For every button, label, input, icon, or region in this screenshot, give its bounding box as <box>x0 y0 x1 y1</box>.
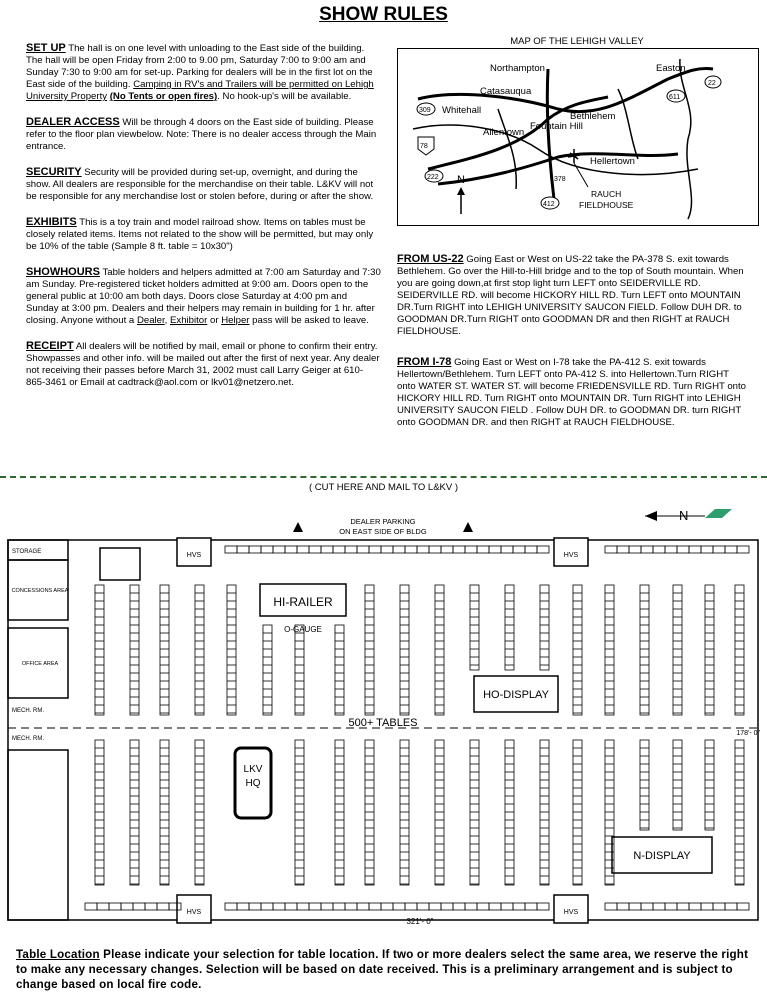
wall-table <box>725 903 737 910</box>
wall-table <box>369 903 381 910</box>
table-row <box>263 625 272 715</box>
no-tents-note: (No Tents or open fires) <box>109 91 218 102</box>
table-row <box>400 585 409 715</box>
wall-table <box>225 903 237 910</box>
route-412: 412 <box>543 201 555 208</box>
table-row <box>335 740 344 885</box>
table-row <box>705 585 714 715</box>
table-row <box>505 740 514 885</box>
wall-table <box>725 546 737 553</box>
table-row <box>435 585 444 715</box>
table-row <box>95 585 104 715</box>
hvs-label-1: HVS <box>186 552 202 559</box>
dealer-access-heading: DEALER ACCESS <box>26 116 120 128</box>
table-row <box>400 740 409 885</box>
from-us22-section <box>397 253 749 338</box>
table-row <box>227 585 236 715</box>
wall-table <box>665 903 677 910</box>
map-north-label: N <box>457 174 465 186</box>
table-row <box>735 740 744 885</box>
wall-table <box>477 903 489 910</box>
receipt-section <box>26 340 382 389</box>
wall-table <box>417 903 429 910</box>
table-row <box>195 740 204 885</box>
showhours-sep2: or <box>207 315 222 326</box>
table-row <box>640 740 649 830</box>
dealer-access-section <box>26 116 382 153</box>
route-78: 78 <box>420 143 428 150</box>
setup-tail: . No hook-up's will be available. <box>217 91 352 102</box>
wall-table <box>357 546 369 553</box>
wall-table <box>453 903 465 910</box>
wall-table <box>629 546 641 553</box>
wall-table <box>333 903 345 910</box>
wall-table <box>525 546 537 553</box>
exhibitor-pass: Exhibitor <box>170 315 208 326</box>
wall-table <box>285 903 297 910</box>
from-us22-heading: FROM US-22 <box>397 253 464 265</box>
wall-table <box>489 546 501 553</box>
dealer-parking-label: DEALER PARKING <box>350 517 416 526</box>
cut-line <box>0 476 767 478</box>
wall-table <box>85 903 97 910</box>
hvs-label-4: HVS <box>563 909 579 916</box>
table-row <box>673 585 682 715</box>
route-22: 22 <box>708 80 716 87</box>
wall-table <box>465 903 477 910</box>
table-row <box>295 740 304 885</box>
wall-table <box>465 546 477 553</box>
wall-table <box>237 903 249 910</box>
map-place-6: Fountain Hill <box>530 121 583 132</box>
left-column <box>26 42 382 402</box>
cut-instructions: ( CUT HERE AND MAIL TO L&KV ) <box>308 482 459 493</box>
map-place-5: Bethlehem <box>570 111 616 122</box>
wall-table <box>677 903 689 910</box>
wall-table <box>357 903 369 910</box>
wall-table <box>429 903 441 910</box>
table-location-heading: Table Location <box>16 948 100 961</box>
table-row <box>705 740 714 830</box>
map-place-7: Hellertown <box>590 156 635 167</box>
table-row <box>195 585 204 715</box>
table-row <box>735 585 744 715</box>
camping-note: Camping in RV's and Trailers will be permitted on Lehigh University Property <box>26 79 374 102</box>
wall-table <box>157 903 169 910</box>
plan-north-arrow <box>645 508 732 523</box>
wall-table <box>333 546 345 553</box>
table-row <box>573 585 582 715</box>
showhours-section <box>26 266 382 327</box>
security-text: Security will be provided during set-up, overnight, and during the show. All dealers are responsible for the merchandise on their table. L&KV will not be responsible for any merchandise lost or stolen before, during or after the show. <box>26 167 374 202</box>
wall-table <box>145 903 157 910</box>
wall-table <box>285 546 297 553</box>
hall-outline <box>8 540 758 920</box>
wall-table <box>489 903 501 910</box>
route-378: 378 <box>554 176 566 183</box>
setup-text: The hall is on one level with unloading to the East side of the building. The hall will be open Friday from 2:00 to 9.00 pm, Saturday 7:00 to 9:00 am and Sunday 7:30 to 9:00 am for set-up. Parking for dealers will be in the first lot on the East side of the building. <box>26 43 373 90</box>
wall-table <box>321 903 333 910</box>
wall-table <box>689 903 701 910</box>
map-place-3: Whitehall <box>442 105 482 116</box>
map-place-0: Northampton <box>490 63 545 74</box>
hvs-label-3: HVS <box>186 909 202 916</box>
showhours-text: Table holders and helpers admitted at 7:00 am Saturday and 7:30 am Sunday. Pre-registered ticket holders admitted at 9:00 am. Doors open to the general public at 10:00 am both days. Doors close Saturday at 4:00 pm and Sunday at 3:00 pm. Dealers and their helpers may remain in building for 1 hr. after closing. Anyone without a <box>26 267 381 326</box>
wall-table <box>501 903 513 910</box>
wall-table <box>273 546 285 553</box>
wall-table <box>297 546 309 553</box>
page-title: SHOW RULES <box>319 4 448 25</box>
fieldhouse-label-2: FIELDHOUSE <box>579 200 634 210</box>
parking-marker-right <box>463 522 473 532</box>
wall-table <box>121 903 133 910</box>
table-row <box>130 740 139 885</box>
dealer-parking-sub: ON EAST SIDE OF BLDG <box>339 527 427 536</box>
hq-label: HQ <box>245 778 261 789</box>
hi-railer-label: HI-RAILER <box>273 595 333 609</box>
wall-table <box>629 903 641 910</box>
table-row <box>540 740 549 885</box>
wall-table <box>701 546 713 553</box>
setup-section <box>26 42 382 103</box>
wall-table <box>261 903 273 910</box>
wall-table <box>477 546 489 553</box>
storage-label: STORAGE <box>12 549 42 555</box>
map-title: MAP OF THE LEHIGH VALLEY <box>510 36 644 47</box>
table-row <box>573 740 582 885</box>
n-display-label: N-DISPLAY <box>633 850 691 862</box>
from-us22-text: Going East or West on US-22 take the PA-378 S. exit towards Bethlehem. Go over the Hill-to-Hill bridge and to the top of South mountain. When you are going down,at first stop light turn LEFT onto SEIDERVILLE RD. SEIDERVILLE RD. will become HICKORY HILL RD. Turn LEFT onto MOUNTAIN DR.Turn RIGHT into LEHIGH UNIVERSITY SAUCON FIELD. Follow DUH DR. to GOODMAN DR.Turn RIGHT onto GOODMAN DR and then RIGHT at RAUCH FIELDHOUSE. <box>397 254 744 337</box>
table-row <box>295 625 304 715</box>
table-row <box>160 585 169 715</box>
showhours-heading: SHOWHOURS <box>26 266 100 278</box>
wall-table <box>441 903 453 910</box>
wall-table <box>453 546 465 553</box>
security-heading: SECURITY <box>26 166 82 178</box>
wall-table <box>273 903 285 910</box>
helper-pass: Helper <box>221 315 250 326</box>
security-section <box>26 166 382 203</box>
exhibits-text: This is a toy train and model railroad show. Items on tables must be closely related items. Items not related to the show will be permitted, but may only be 10% of the table (Sample 8 ft. table = 10x30") <box>26 217 374 252</box>
exhibits-section <box>26 216 382 253</box>
wall-table <box>249 546 261 553</box>
mech-rm-label-1: MECH. RM. <box>12 708 44 714</box>
map-north-arrow <box>457 174 465 214</box>
directions-column <box>397 253 749 442</box>
wall-table <box>109 903 121 910</box>
table-row <box>130 585 139 715</box>
wall-table <box>537 546 549 553</box>
map-place-4: Allentown <box>483 127 525 138</box>
table-row <box>335 625 344 715</box>
wall-table <box>689 546 701 553</box>
hvs-label-2: HVS <box>563 552 579 559</box>
wall-table <box>713 546 725 553</box>
wall-table <box>417 546 429 553</box>
floor-plan-graphic <box>5 500 762 925</box>
route-611: 611 <box>669 94 681 101</box>
map-graphic <box>398 49 758 225</box>
wall-table <box>737 546 749 553</box>
wall-table <box>237 546 249 553</box>
receipt-text: All dealers will be notified by mail, email or phone to confirm their entry. Showpasses and other info. will be mailed out after the first of next year. Any dealer not receiving their passes before March 31, 2002 must call Larry Geiger at 610-865-3461 or Email at cadtrack@aol.com or lkv01@netzero.net. <box>26 341 380 388</box>
parking-marker-left <box>293 522 303 532</box>
table-row <box>365 740 374 885</box>
length-dimension: 321'- 0" <box>406 917 434 925</box>
wall-table <box>309 903 321 910</box>
wall-table <box>369 546 381 553</box>
floor-plan <box>5 500 762 930</box>
from-i78-text: Going East or West on I-78 take the PA-412 S. exit towards Hellertown/Bethlehem. Turn LEFT onto PA-412 S. into Hellertown.Turn RIGHT onto WATER ST. WATER ST. will become FRIEDENSVILLE RD. Turn RIGHT onto HICKORY HILL RD. Turn RIGHT onto MOUNTAIN DR. Turn RIGHT into LEHIGH UNIVERSITY SAUCON FIELD . Follow DUH DR. to GOODMAN DR. turn RIGHT onto GOODMAN DR. and then RIGHT at RAUCH FIELDHOUSE. <box>397 357 747 428</box>
wall-table <box>617 546 629 553</box>
table-row <box>95 740 104 885</box>
wall-table <box>525 903 537 910</box>
fieldhouse-label-1: RAUCH <box>591 189 622 199</box>
route-309: 309 <box>419 107 431 114</box>
table-location-note <box>16 947 756 992</box>
wall-table <box>701 903 713 910</box>
lehigh-valley-map <box>397 48 759 226</box>
table-row <box>605 585 614 715</box>
map-place-2: Catasauqua <box>480 86 532 97</box>
wall-table <box>677 546 689 553</box>
table-row <box>640 585 649 715</box>
from-i78-heading: FROM I-78 <box>397 356 452 368</box>
concessions-label: CONCESSIONS AREA <box>11 588 69 594</box>
wall-table <box>653 903 665 910</box>
wall-table <box>249 903 261 910</box>
dealer-pass: Dealer <box>136 315 165 326</box>
wall-table <box>653 546 665 553</box>
wall-table <box>405 546 417 553</box>
wall-table <box>513 546 525 553</box>
wall-table <box>309 546 321 553</box>
setup-heading: SET UP <box>26 42 66 54</box>
wall-table <box>297 903 309 910</box>
from-i78-section <box>397 356 749 429</box>
lkv-label: LKV <box>243 764 263 775</box>
wall-table <box>617 903 629 910</box>
wall-table <box>97 903 109 910</box>
table-row <box>365 585 374 715</box>
wall-table <box>665 546 677 553</box>
wall-table <box>641 546 653 553</box>
wall-table <box>405 903 417 910</box>
exhibits-heading: EXHIBITS <box>26 216 77 228</box>
office-label: OFFICE AREA <box>21 661 59 667</box>
wall-table <box>393 903 405 910</box>
table-row <box>435 740 444 885</box>
wall-table <box>641 903 653 910</box>
showhours-sep1: , <box>164 315 171 326</box>
table-row <box>160 740 169 885</box>
wall-table <box>321 546 333 553</box>
dealer-access-text: Will be through 4 doors on the East side of building. Please refer to the floor plan viewbelow. Note: There is no dealer access through the Main entrance. <box>26 117 377 152</box>
plan-north-label: N <box>679 508 689 523</box>
wall-table <box>345 903 357 910</box>
route-222: 222 <box>427 174 439 181</box>
wall-table <box>605 546 617 553</box>
showhours-tail: pass will be asked to leave. <box>249 315 369 326</box>
o-gauge-label: O-GAUGE <box>284 625 322 634</box>
mech-rm-label-2: MECH. RM. <box>12 736 44 742</box>
ho-display-label: HO-DISPLAY <box>483 689 549 701</box>
wall-table <box>713 903 725 910</box>
tables-count-label: 500+ TABLES <box>348 717 418 729</box>
wall-table <box>133 903 145 910</box>
wall-table <box>441 546 453 553</box>
table-location-text: Please indicate your selection for table location. If two or more dealers select the same area, we reserve the right to make any necessary changes. Selection will be based on date received. This is a preliminary arrangement and is subject to change based on local fire code. <box>16 948 749 991</box>
width-dimension: 178'- 0" <box>736 730 760 737</box>
wall-table <box>225 546 237 553</box>
wall-table <box>381 903 393 910</box>
receipt-heading: RECEIPT <box>26 340 74 352</box>
wall-table <box>513 903 525 910</box>
wall-table <box>501 546 513 553</box>
wall-table <box>605 903 617 910</box>
wall-table <box>429 546 441 553</box>
wall-table <box>737 903 749 910</box>
wall-table <box>381 546 393 553</box>
wall-table <box>345 546 357 553</box>
map-place-1: Easton <box>656 63 686 74</box>
wall-table <box>537 903 549 910</box>
table-row <box>673 740 682 830</box>
table-row <box>470 740 479 885</box>
wall-table <box>393 546 405 553</box>
wall-table <box>261 546 273 553</box>
